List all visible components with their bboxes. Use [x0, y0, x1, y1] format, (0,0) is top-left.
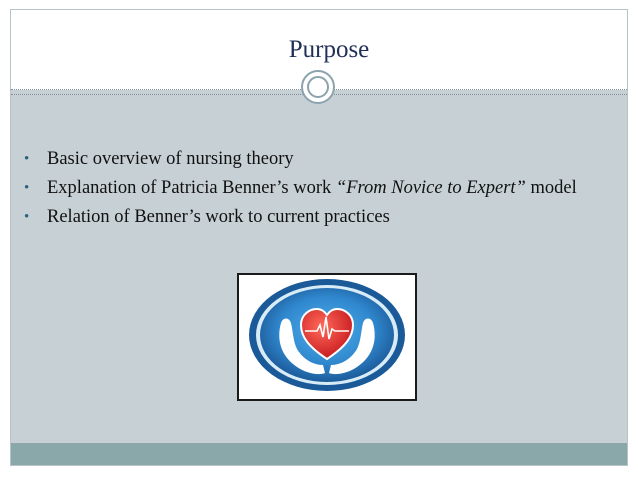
bullet-item [21, 176, 611, 201]
bullet-emphasis: “From Novice to Expert” [335, 178, 526, 198]
heart-in-hands-icon [239, 275, 415, 399]
bullet-text: Explanation of Patricia Benner’s work [47, 178, 336, 198]
bullet-item [21, 147, 611, 172]
divider-ring-ornament [301, 70, 335, 104]
slide-title: Purpose [288, 36, 370, 63]
bullet-text: Relation of Benner’s work to current practices [47, 207, 390, 227]
footer-band [11, 443, 627, 465]
bullet-icon: • [24, 151, 30, 167]
slide [10, 9, 628, 466]
bullet-list [21, 147, 611, 234]
divider-ring-inner [307, 76, 329, 98]
bullet-text: Basic overview of nursing theory [47, 149, 294, 169]
bullet-icon: • [24, 180, 30, 196]
bullet-text-tail: model [525, 178, 577, 198]
nursing-logo-image [237, 273, 417, 401]
bullet-item [21, 205, 611, 230]
bullet-icon: • [24, 209, 30, 225]
